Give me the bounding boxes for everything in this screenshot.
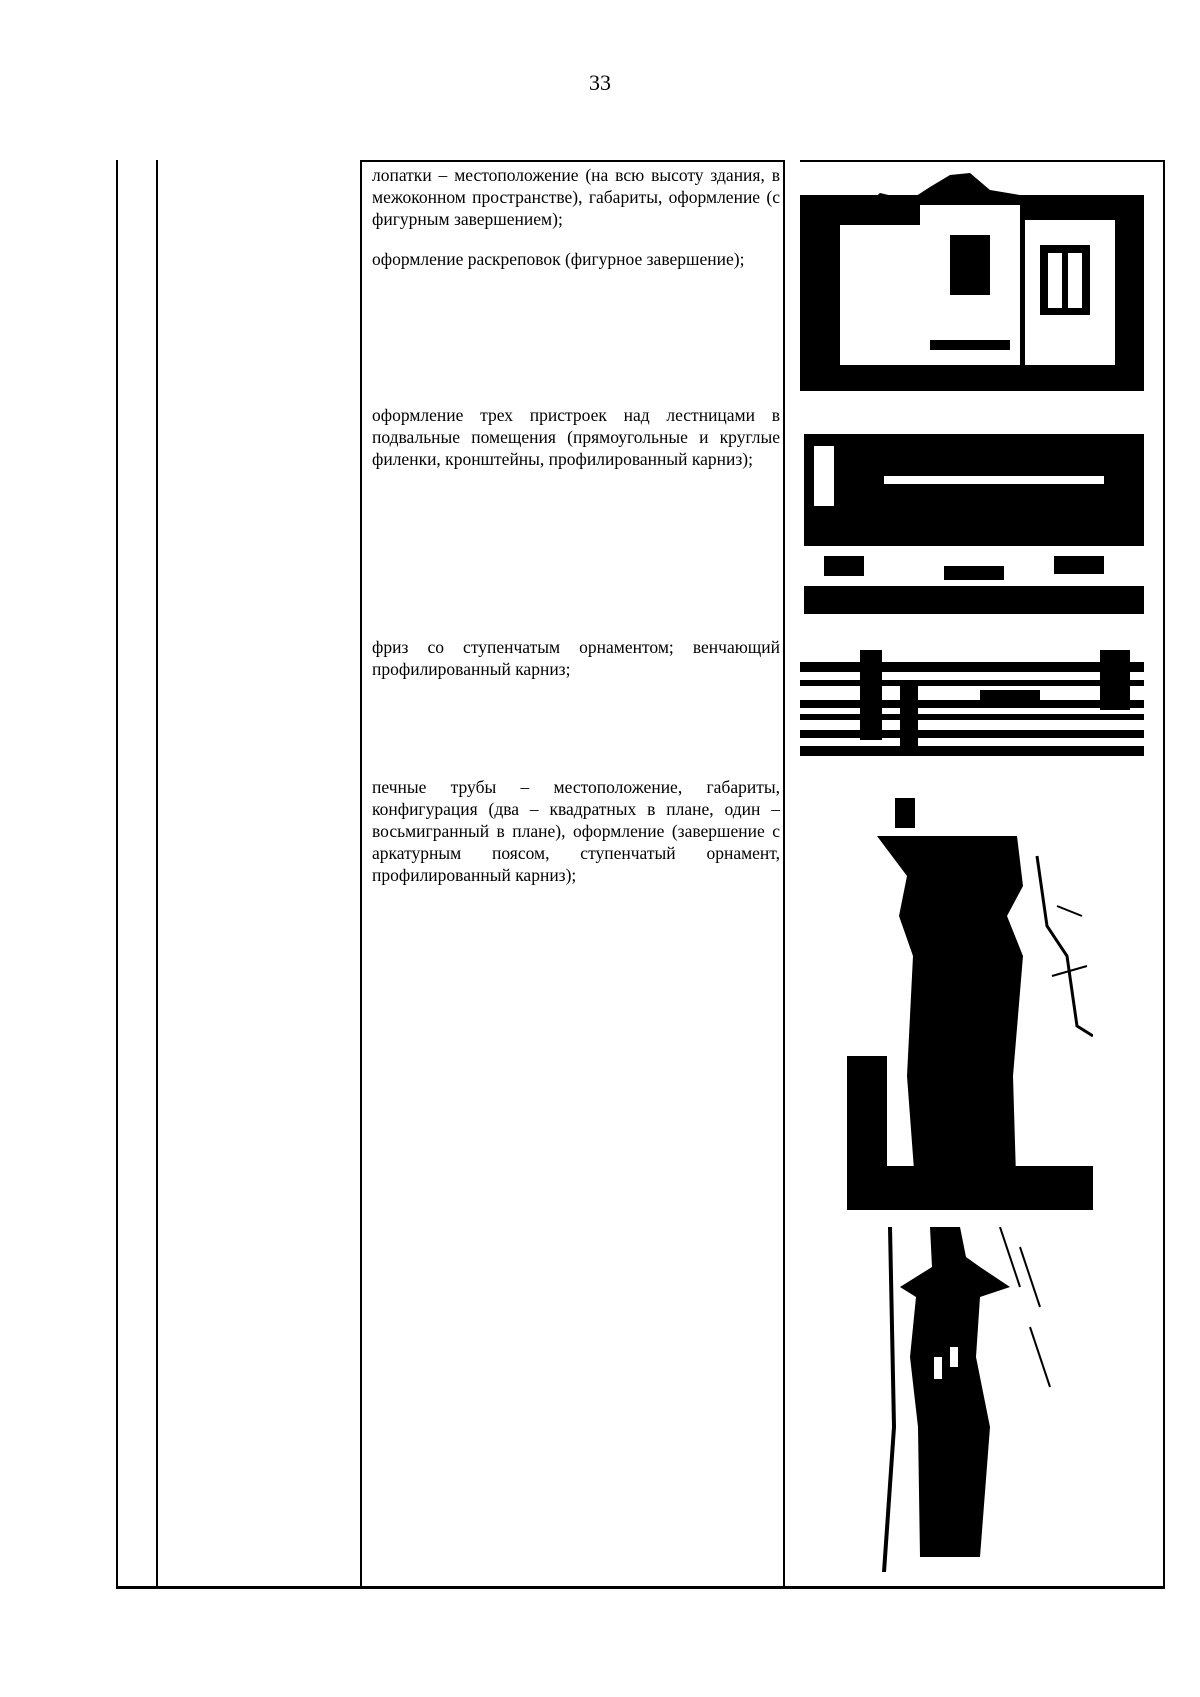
subject-description-block-4 bbox=[372, 776, 780, 886]
chimney-photo-2 bbox=[880, 1227, 1060, 1572]
description-paragraph: оформление трех пристроек над лестницами в подвальные помещения (прямоугольные и круглые филенки, кронштейны, профилированный карниз); bbox=[372, 405, 780, 469]
description-paragraph: печные трубы – местоположение, габариты, конфигурация (два – квадратных в плане, один – восьмигранный в плане), оформление (завершение с аркатурным поясом, ступенчатый орнамент, профилированный карниз); bbox=[372, 777, 780, 885]
stair-annex-photo bbox=[804, 406, 1144, 614]
subject-description-block-3 bbox=[372, 636, 780, 680]
description-paragraph: оформление раскреповок (фигурное завершение); bbox=[372, 249, 745, 269]
table-top-border bbox=[360, 160, 785, 162]
description-paragraph: фриз со ступенчатым орнаментом; венчающий профилированный карниз; bbox=[372, 637, 780, 679]
facade-pilasters-photo bbox=[800, 165, 1144, 391]
page-number: 33 bbox=[589, 70, 611, 95]
chimney-photo-1 bbox=[847, 776, 1093, 1210]
column-divider-3 bbox=[783, 160, 785, 1589]
subject-description-block-1 bbox=[372, 164, 780, 270]
description-paragraph: лопатки – местоположение (на всю высоту здания, в межоконном пространстве), габариты, оформление (с фигурным завершением); bbox=[372, 165, 780, 229]
table-top-border-right bbox=[800, 160, 1163, 162]
frieze-photo bbox=[800, 650, 1144, 756]
subject-description-block-2 bbox=[372, 404, 780, 470]
column-divider-2 bbox=[360, 160, 362, 1589]
column-divider-1 bbox=[156, 160, 158, 1589]
